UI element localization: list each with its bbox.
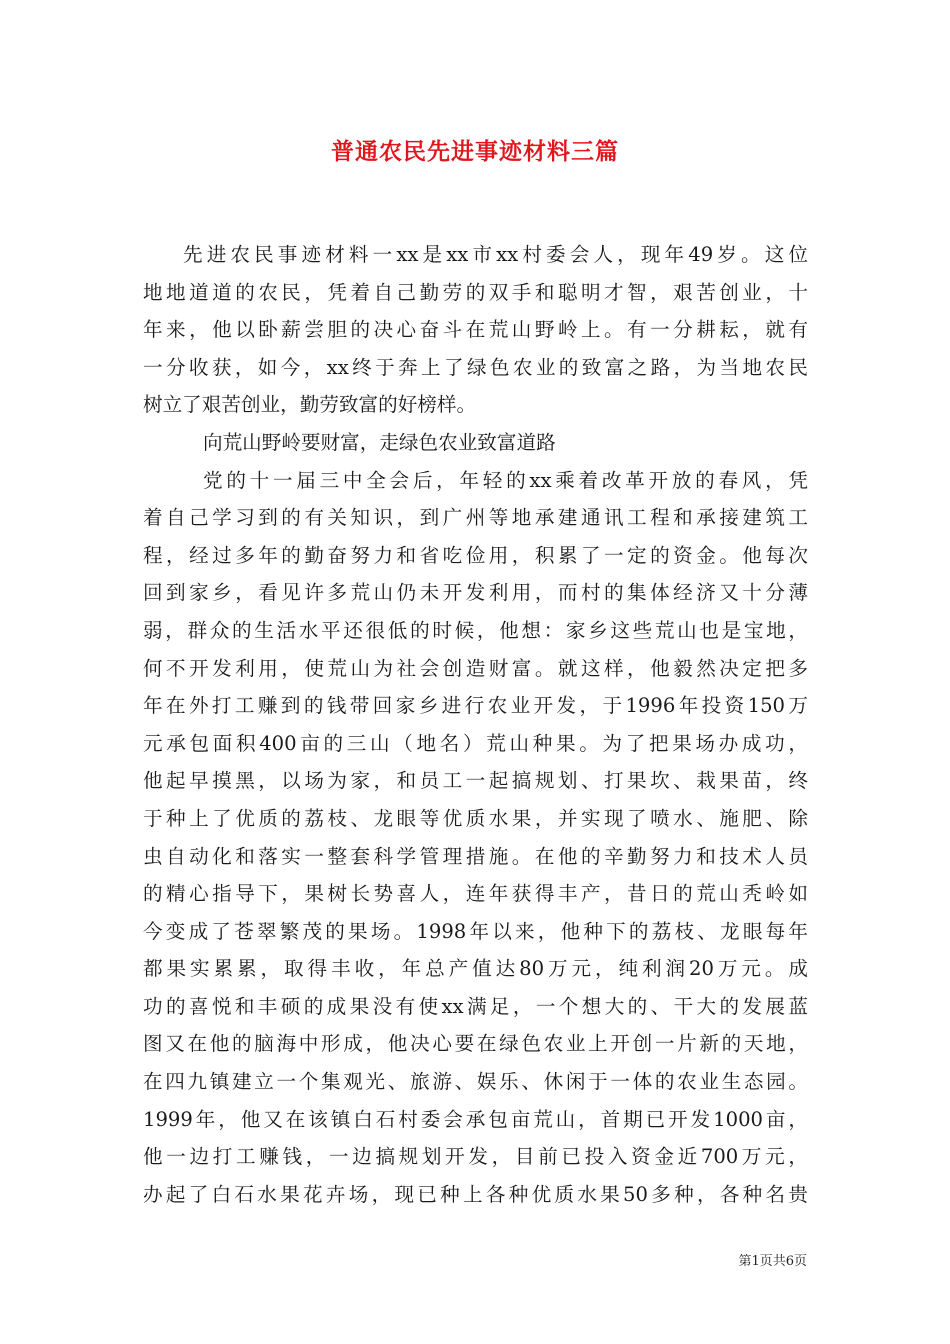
document-body (143, 236, 808, 1213)
text-line: 办起了白石水果花卉场，现已种上各种优质水果50多种，各种名贵 (143, 1182, 808, 1206)
text-line: 年来，他以卧薪尝胆的决心奋斗在荒山野岭上。有一分耕耘，就有 (143, 318, 808, 342)
text-line: 树立了艰苦创业，勤劳致富的好榜样。 (143, 393, 477, 417)
page-number: 第1页共6页 (738, 1254, 807, 1269)
text-line: 弱，群众的生活水平还很低的时候，他想：家乡这些荒山也是宝地， (143, 618, 808, 642)
text-line: 于种上了优质的荔枝、龙眼等优质水果，并实现了喷水、施肥、除 (143, 806, 808, 830)
section-heading: 向荒山野岭要财富，走绿色农业致富道路 (203, 430, 556, 454)
text-line: 都果实累累，取得丰收，年总产值达80万元，纯利润20万元。成 (143, 957, 808, 981)
text-line: 一分收获，如今，xx终于奔上了绿色农业的致富之路，为当地农民 (143, 355, 808, 379)
text-line: 他一边打工赚钱，一边搞规划开发，目前已投入资金近700万元， (143, 1145, 808, 1169)
text-line: 何不开发利用，使荒山为社会创造财富。就这样，他毅然决定把多 (143, 656, 808, 680)
text-line: 党的十一届三中全会后，年轻的xx乘着改革开放的春风，凭 (203, 468, 808, 492)
text-line: 1999年，他又在该镇白石村委会承包亩荒山，首期已开发1000亩， (143, 1107, 808, 1131)
text-line: 图又在他的脑海中形成，他决心要在绿色农业上开创一片新的天地， (143, 1032, 808, 1056)
text-line: 回到家乡，看见许多荒山仍未开发利用，而村的集体经济又十分薄 (143, 581, 808, 605)
text-line: 着自己学习到的有关知识，到广州等地承建通讯工程和承接建筑工 (143, 506, 808, 530)
text-line: 他起早摸黑，以场为家，和员工一起搞规划、打果坎、栽果苗，终 (143, 769, 808, 793)
text-line: 功的喜悦和丰硕的成果没有使xx满足，一个想大的、干大的发展蓝 (143, 994, 808, 1018)
text-line: 先进农民事迹材料一xx是xx市xx村委会人，现年49岁。这位 (183, 243, 808, 266)
text-line: 元承包面积400亩的三山（地名）荒山种果。为了把果场办成功， (143, 731, 808, 755)
text-line: 在四九镇建立一个集观光、旅游、娱乐、休闲于一体的农业生态园。 (143, 1070, 808, 1094)
text-line: 年在外打工赚到的钱带回家乡进行农业开发，于1996年投资150万 (143, 694, 808, 718)
text-line: 程，经过多年的勤奋努力和省吃俭用，积累了一定的资金。他每次 (143, 543, 808, 567)
text-line: 地地道道的农民，凭着自己勤劳的双手和聪明才智，艰苦创业，十 (143, 280, 808, 304)
text-line: 今变成了苍翠繁茂的果场。1998年以来，他种下的荔枝、龙眼每年 (143, 919, 808, 943)
text-line: 虫自动化和落实一整套科学管理措施。在他的辛勤努力和技术人员 (143, 844, 808, 868)
text-line: 的精心指导下，果树长势喜人，连年获得丰产，昔日的荒山秃岭如 (143, 882, 808, 906)
document-title: 普通农民先进事迹材料三篇 (331, 138, 619, 165)
